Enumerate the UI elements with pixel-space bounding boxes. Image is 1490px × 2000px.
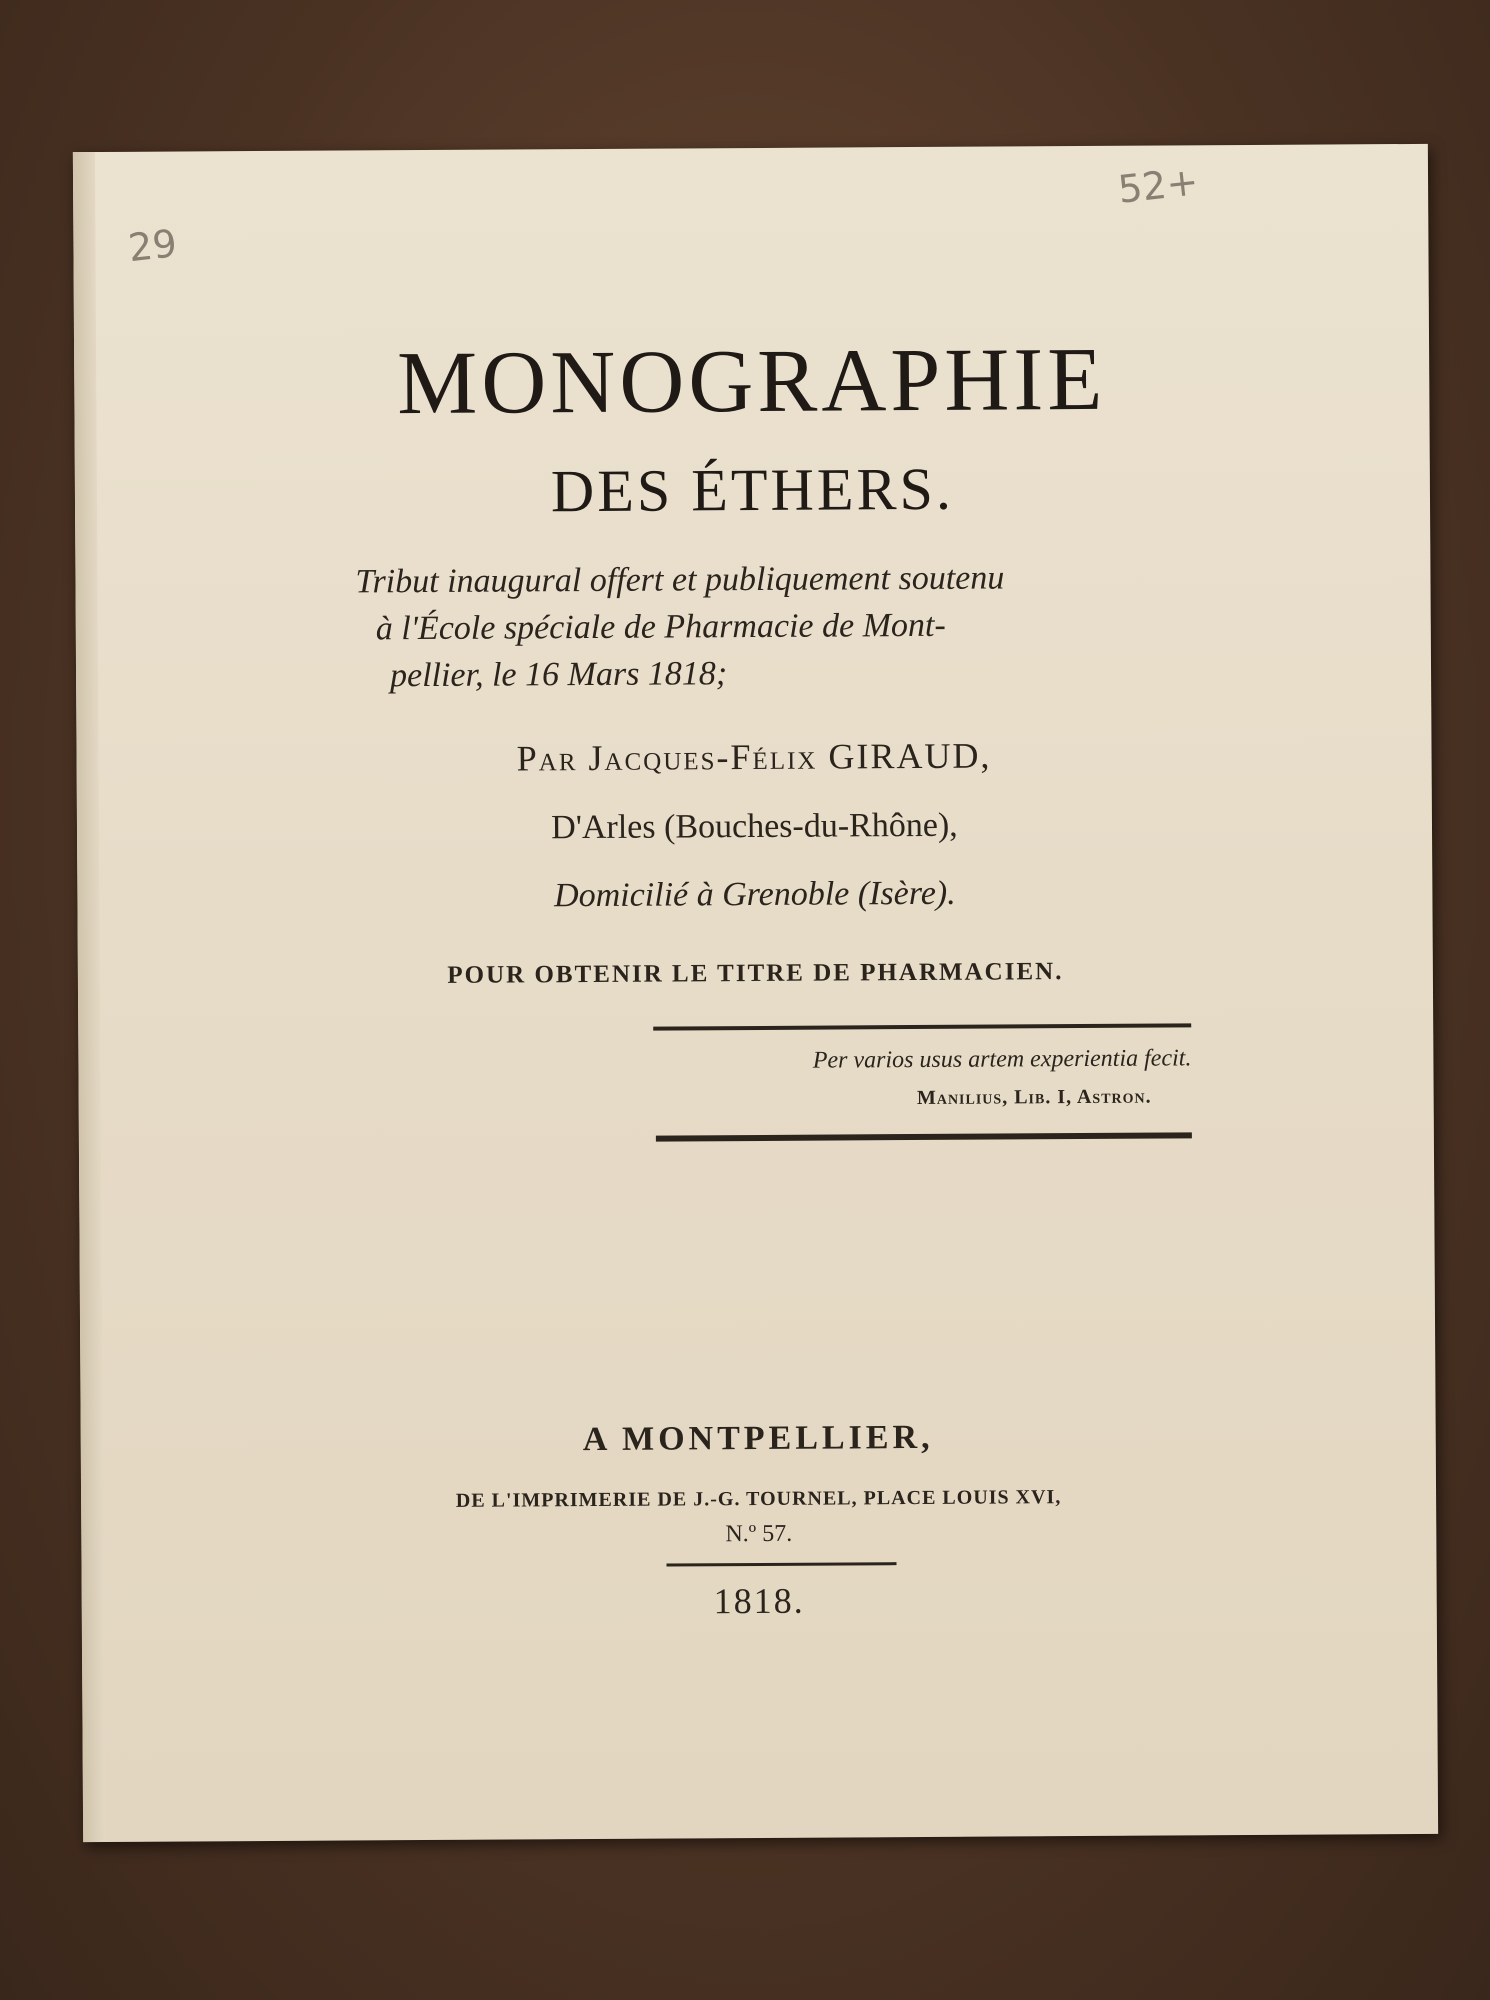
imprint-number: N.º 57.: [725, 1520, 793, 1548]
author-residence: Domicilié à Grenoble (Isère).: [553, 874, 956, 915]
epigraph-rule-top: [653, 1023, 1191, 1030]
author-origin: D'Arles (Bouches-du-Rhône),: [551, 806, 958, 847]
subtitle-line-3: pellier, le 16 Mars 1818;: [389, 655, 728, 695]
imprint-city: A MONTPELLIER,: [582, 1418, 934, 1459]
degree-purpose: POUR OBTENIR LE TITRE DE PHARMACIEN.: [447, 958, 1064, 989]
pencil-annotation-top-right: 52+: [1115, 159, 1201, 212]
title-page: [73, 144, 1438, 1842]
imprint-year: 1818.: [713, 1580, 805, 1622]
epigraph-source: Manilius, Lib. I, Astron.: [916, 1085, 1152, 1110]
title-line-1: MONOGRAPHIE: [396, 329, 1107, 434]
pencil-annotation-top-left: 29: [126, 221, 180, 271]
subtitle-line-1: Tribut inaugural offert et publiquement soutenu: [355, 559, 1005, 601]
author-byline: Par Jacques-Félix GIRAUD,: [516, 735, 992, 779]
subtitle-line-2: à l'École spéciale de Pharmacie de Mont-: [375, 606, 946, 648]
epigraph-rule-bottom: [656, 1132, 1192, 1141]
imprint-rule: [666, 1562, 896, 1566]
epigraph-quote: Per varios usus artem experientia fecit.: [812, 1045, 1192, 1074]
imprint-printer: DE L'IMPRIMERIE DE J.-G. TOURNEL, PLACE LOUIS XVI,: [455, 1486, 1062, 1512]
title-line-2: DES ÉTHERS.: [550, 455, 955, 525]
